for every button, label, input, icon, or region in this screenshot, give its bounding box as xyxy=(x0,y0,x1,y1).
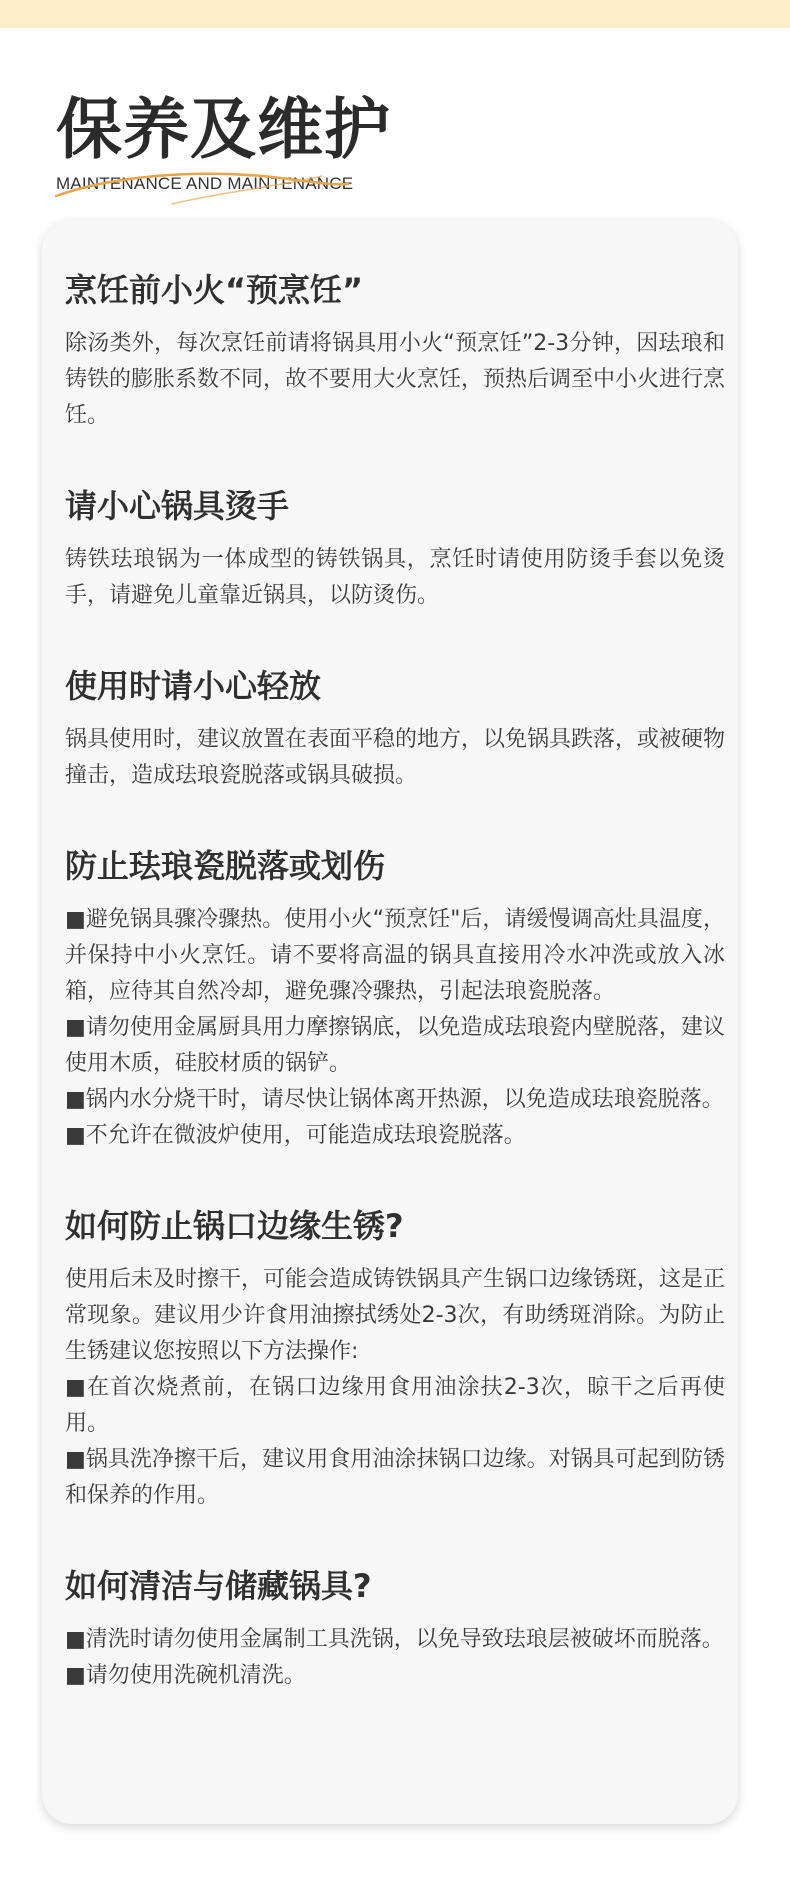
section-title: 烹饪前小火“预烹饪” xyxy=(65,271,364,309)
section-paragraph: ■在首次烧煮前，在锅口边缘用食用油涂扶2-3次，晾干之后再使用。 xyxy=(65,1375,725,1436)
page-header xyxy=(56,92,556,194)
page-subtitle: MAINTENANCE AND MAINTENANCE xyxy=(56,174,354,193)
maintenance-section xyxy=(65,1204,725,1514)
section-paragraph: ■请勿使用金属厨具用力摩擦锅底，以免造成珐琅瓷内壁脱落，建议使用木质，硅胶材质的锅铲。 xyxy=(65,1015,725,1076)
section-paragraph: 使用后未及时擦干，可能会造成铸铁锅具产生锅口边缘锈斑，这是正常现象。建议用少许食用油擦拭绣处2-3次，有助绣斑消除。为防止生锈建议您按照以下方法操作: xyxy=(65,1267,726,1364)
section-title: 如何防止锅口边缘生锈? xyxy=(65,1207,404,1245)
top-color-band xyxy=(0,0,790,28)
section-paragraph: ■清洗时请勿使用金属制工具洗锅，以免导致珐琅层被破坏而脱落。 xyxy=(65,1627,724,1652)
section-paragraph: ■锅具洗净擦干后，建议用食用油涂抹锅口边缘。对锅具可起到防锈和保养的作用。 xyxy=(65,1447,725,1508)
section-list xyxy=(65,268,725,1744)
section-title: 请小心锅具烫手 xyxy=(65,487,290,525)
maintenance-section xyxy=(65,484,725,614)
page-title: 保养及维护 xyxy=(56,91,391,168)
maintenance-section xyxy=(65,268,725,434)
section-paragraph: ■锅内水分烧干时，请尽快让锅体离开热源，以免造成珐琅瓷脱落。 xyxy=(65,1087,724,1112)
maintenance-section xyxy=(65,1564,725,1694)
section-paragraph: 锅具使用时，建议放置在表面平稳的地方，以免锅具跌落，或被硬物撞击，造成珐琅瓷脱落或锅具破损。 xyxy=(65,727,726,788)
section-paragraph: ■不允许在微波炉使用，可能造成珐琅瓷脱落。 xyxy=(65,1123,526,1148)
maintenance-section xyxy=(65,664,725,794)
section-paragraph: ■避免锅具骤冷骤热。使用小火“预烹饪"后，请缓慢调高灶具温度，并保持中小火烹饪。请不要将高温的锅具直接用冷水冲洗或放入冰箱，应待其自然冷却，避免骤冷骤热，引起法琅瓷脱落。 xyxy=(65,907,725,1004)
section-title: 使用时请小心轻放 xyxy=(65,667,322,705)
section-paragraph: 铸铁珐琅锅为一体成型的铸铁锅具，烹饪时请使用防烫手套以免烫手，请避免儿童靠近锅具，以防烫伤。 xyxy=(65,547,725,608)
maintenance-section xyxy=(65,844,725,1154)
maintenance-card xyxy=(42,220,738,1824)
section-title: 如何清洁与储藏锅具? xyxy=(65,1567,372,1605)
section-title: 防止珐琅瓷脱落或划伤 xyxy=(65,847,386,885)
section-paragraph: ■请勿使用洗碗机清洗。 xyxy=(65,1663,306,1688)
section-paragraph: 除汤类外，每次烹饪前请将锅具用小火“预烹饪”2-3分钟，因珐琅和铸铁的膨胀系数不同，故不要用大火烹饪，预热后调至中小火进行烹饪。 xyxy=(65,331,726,428)
